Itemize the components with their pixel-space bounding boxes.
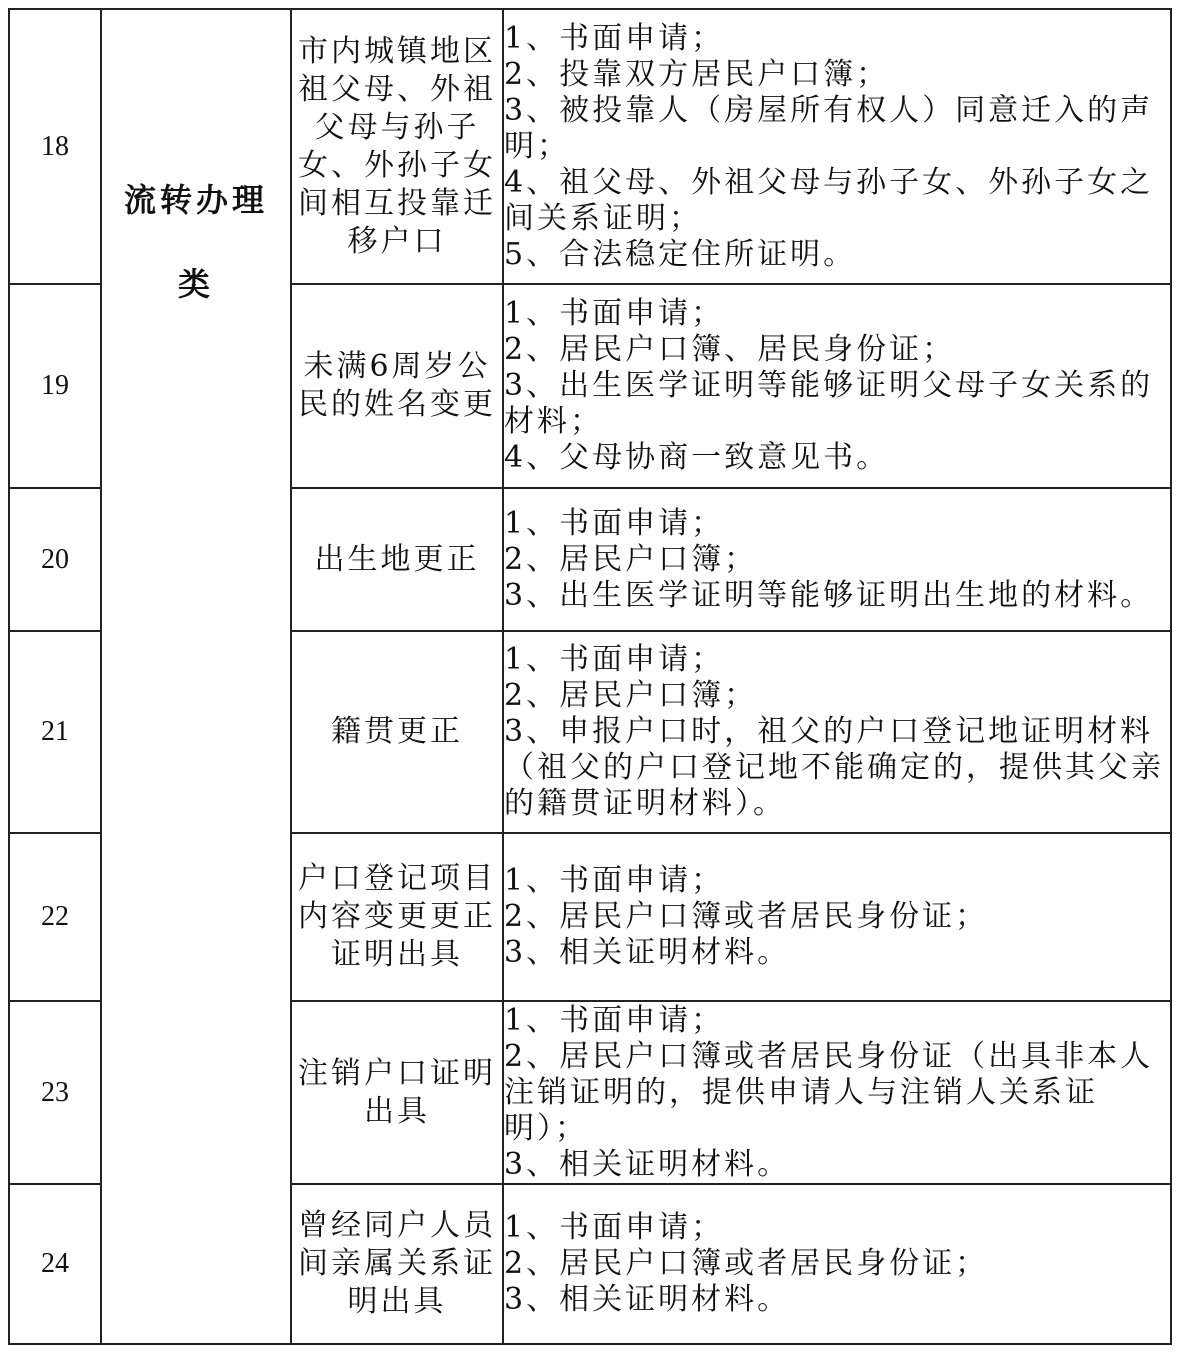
- material-line: 1、书面申请；: [504, 296, 725, 331]
- material-line: 2、居民户口簿或者居民身份证；: [504, 1246, 989, 1281]
- materials-cell: [503, 631, 1171, 833]
- material-line: 2、居民户口簿或者居民身份证；: [504, 899, 989, 934]
- category-label: 流转办理类: [124, 181, 269, 303]
- row-number: 20: [9, 488, 101, 631]
- category-cell: [101, 9, 291, 1344]
- material-line: 3、申报户口时，祖父的户口登记地证明材料（祖父的户口登记地不能确定的，提供其父亲的籍贯证明材料）。: [504, 714, 1164, 821]
- materials-cell: [503, 1001, 1171, 1184]
- material-line: 1、书面申请；: [504, 642, 725, 677]
- materials-cell: [503, 833, 1171, 1001]
- material-line: 2、居民户口簿、居民身份证；: [504, 332, 956, 367]
- materials-cell: [503, 488, 1171, 631]
- row-number: 21: [9, 631, 101, 833]
- materials-cell: [503, 1184, 1171, 1344]
- material-line: 1、书面申请；: [504, 505, 725, 541]
- material-line: 2、居民户口簿或者居民身份证（出具非本人注销证明的，提供申请人与注销人关系证明）；: [504, 1038, 1154, 1146]
- material-line: 4、父母协商一致意见书。: [504, 440, 890, 475]
- material-line: 3、出生医学证明等能够证明父母子女关系的材料；: [504, 368, 1154, 439]
- material-line: 2、居民户口簿；: [504, 541, 758, 577]
- table-row: [9, 9, 1171, 284]
- item-name: 未满6周岁公民的姓名变更: [291, 284, 503, 488]
- item-name: 户口登记项目内容变更更正证明出具: [291, 833, 503, 1001]
- material-line: 1、书面申请；: [504, 863, 725, 898]
- row-number: 18: [9, 9, 101, 284]
- material-line: 3、出生医学证明等能够证明出生地的材料。: [504, 577, 1154, 613]
- item-name: 市内城镇地区祖父母、外祖父母与孙子女、外孙子女间相互投靠迁移户口: [291, 9, 503, 284]
- material-line: 4、祖父母、外祖父母与孙子女、外孙子女之间关系证明；: [504, 164, 1154, 236]
- materials-cell: [503, 284, 1171, 488]
- material-line: 3、相关证明材料。: [504, 1146, 791, 1182]
- material-line: 3、被投靠人（房屋所有权人）同意迁入的声明；: [504, 92, 1154, 164]
- row-number: 22: [9, 833, 101, 1001]
- materials-table: [8, 8, 1172, 1345]
- row-number: 23: [9, 1001, 101, 1184]
- item-name: 籍贯更正: [291, 631, 503, 833]
- materials-cell: [503, 9, 1171, 284]
- material-line: 5、合法稳定住所证明。: [504, 236, 857, 272]
- material-line: 3、相关证明材料。: [504, 1282, 791, 1317]
- material-line: 2、居民户口簿；: [504, 678, 758, 713]
- row-number: 24: [9, 1184, 101, 1344]
- item-name: 曾经同户人员间亲属关系证明出具: [291, 1184, 503, 1344]
- material-line: 3、相关证明材料。: [504, 935, 791, 970]
- item-name: 出生地更正: [291, 488, 503, 631]
- material-line: 1、书面申请；: [504, 1210, 725, 1245]
- material-line: 2、投靠双方居民户口簿；: [504, 56, 890, 92]
- item-name: 注销户口证明出具: [291, 1001, 503, 1184]
- material-line: 1、书面申请；: [504, 1002, 725, 1038]
- row-number: 19: [9, 284, 101, 488]
- material-line: 1、书面申请；: [504, 20, 725, 56]
